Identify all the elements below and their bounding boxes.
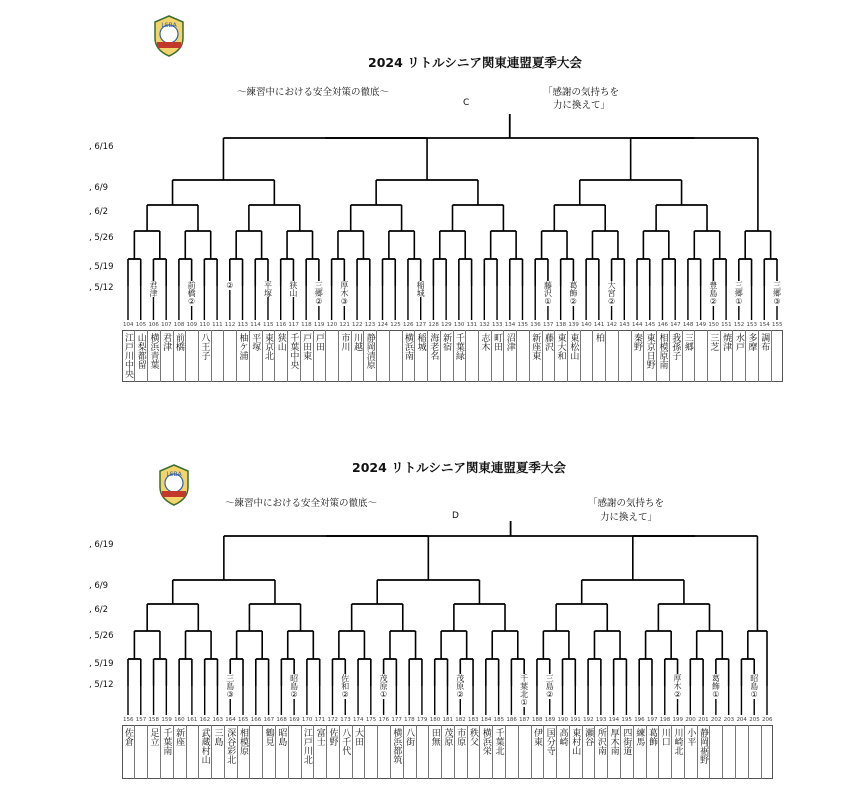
draw-number: 132 — [479, 322, 490, 328]
team-name: 高崎 — [557, 728, 568, 746]
draw-number: 181 — [442, 717, 453, 723]
draw-number: 167 — [263, 717, 275, 723]
team-name: 志木 — [479, 333, 490, 351]
team-name: 横浜栄 — [480, 728, 491, 755]
draw-number: 196 — [634, 717, 645, 723]
team-cell-divider — [748, 725, 749, 779]
draw-number: 122 — [352, 322, 363, 328]
team-name: 横浜都筑 — [391, 728, 402, 764]
team-cell-divider — [722, 725, 723, 779]
draw-number: 160 — [174, 717, 185, 723]
team-name: 平塚 — [250, 333, 261, 351]
draw-number: 148 — [682, 322, 694, 328]
draw-number: 110 — [199, 322, 210, 328]
draw-number: 163 — [212, 717, 223, 723]
draw-number: 159 — [161, 717, 172, 723]
tournament-title-lower: 2024 リトルシニア関東連盟夏季大会 — [352, 460, 566, 475]
team-name: 千葉南 — [161, 728, 172, 755]
team-name: 葛飾 — [646, 728, 657, 746]
team-name: 厚木南 — [608, 728, 619, 755]
draw-number: 117 — [288, 322, 299, 328]
tournament-title: 2024 リトルシニア関東連盟夏季大会 — [368, 55, 582, 70]
draw-number: 116 — [275, 322, 287, 328]
team-name: 沼津 — [504, 333, 515, 351]
draw-number: 206 — [762, 717, 773, 723]
draw-number: 194 — [608, 717, 620, 723]
team-name: 所沢南 — [595, 728, 606, 755]
draw-number: 130 — [453, 322, 465, 328]
match-winner: 狭山 — [288, 281, 298, 297]
match-winner: 佐和② — [340, 674, 350, 699]
draw-number: 135 — [517, 322, 528, 328]
draw-number: 162 — [199, 717, 211, 723]
match-winner: 平塚 — [263, 281, 273, 297]
draw-number: 149 — [695, 322, 707, 328]
match-winner: 昭島① — [749, 674, 759, 699]
team-name: 東松山 — [568, 333, 579, 360]
team-name: 小平 — [685, 728, 696, 746]
draw-number: 192 — [583, 717, 594, 723]
team-name: 新座東 — [530, 333, 541, 360]
gratitude-slogan-lower-line2: 力に換えて」 — [600, 512, 658, 523]
team-cell-divider — [761, 725, 762, 779]
team-name: 川越 — [352, 333, 363, 351]
team-cell-divider — [249, 725, 250, 779]
team-name: 東京日野 — [644, 333, 655, 369]
draw-number: 105 — [135, 322, 147, 328]
team-name: 横浜青葉 — [148, 333, 159, 369]
draw-number: 155 — [772, 322, 783, 328]
round-date: , 5/26 — [89, 631, 114, 641]
draw-number: 141 — [593, 322, 605, 328]
match-winner: 藤沢① — [543, 281, 553, 306]
round-date: , 6/9 — [89, 581, 109, 591]
safety-slogan: ～練習中における安全対策の徹底～ — [237, 87, 390, 98]
draw-number: 115 — [262, 322, 274, 328]
match-winner: 千葉北① — [519, 674, 529, 707]
draw-number: 156 — [123, 717, 134, 723]
match-winner: 三郷③ — [772, 281, 782, 306]
draw-number: 200 — [685, 717, 696, 723]
team-name: 海老名 — [428, 333, 439, 360]
team-name: 横浜南 — [402, 333, 413, 360]
team-name: 東村山 — [570, 728, 581, 755]
draw-number: 146 — [657, 322, 668, 328]
match-winner: 三郷② — [314, 281, 324, 306]
match-winner: 前橋② — [187, 281, 197, 306]
draw-number: 187 — [519, 717, 530, 723]
gratitude-slogan-lower-line1: 「感謝の気持ちを — [588, 498, 665, 509]
team-name: 千葉中央 — [288, 333, 299, 369]
draw-number: 190 — [557, 717, 569, 723]
team-name: 調布 — [759, 333, 770, 351]
team-cell-divider — [505, 725, 506, 779]
draw-number: 134 — [504, 322, 516, 328]
match-winner: 昭島② — [289, 674, 299, 699]
team-name: 千葉緑 — [453, 333, 464, 360]
match-winner: 厚木③ — [339, 281, 349, 306]
draw-number: 157 — [135, 717, 147, 723]
team-name: 八王子 — [199, 333, 210, 360]
match-winner: 三島③ — [225, 674, 235, 699]
team-name: 新座 — [174, 728, 185, 746]
draw-number: 197 — [646, 717, 658, 723]
draw-number: 136 — [530, 322, 541, 328]
draw-number: 144 — [632, 322, 643, 328]
team-name: 焼津 — [721, 333, 732, 351]
team-name: 狭山 — [275, 333, 286, 351]
team-name: 茂原 — [442, 728, 453, 746]
team-name: 相模原南 — [657, 333, 668, 369]
draw-number: 178 — [404, 717, 415, 723]
draw-number: 137 — [542, 322, 554, 328]
draw-number: 183 — [468, 717, 479, 723]
team-name: 江戸川北 — [301, 728, 312, 764]
draw-number: 131 — [466, 322, 478, 328]
draw-number: 108 — [173, 322, 185, 328]
draw-number: 182 — [455, 717, 466, 723]
team-name: 鶴見 — [263, 728, 274, 746]
draw-number: 174 — [353, 717, 364, 723]
team-name: 三郷 — [682, 333, 693, 351]
draw-number: 191 — [570, 717, 581, 723]
team-name: 三芝 — [708, 333, 719, 351]
team-name: 水戸 — [733, 333, 744, 351]
team-cell-divider — [709, 725, 710, 779]
draw-number: 123 — [364, 322, 376, 328]
draw-number: 165 — [238, 717, 249, 723]
svg-text:LSBA: LSBA — [161, 22, 177, 29]
draw-number: 106 — [148, 322, 159, 328]
block-label: C — [463, 98, 470, 108]
team-name: 昭島 — [276, 728, 287, 746]
round-date: , 6/2 — [89, 207, 109, 217]
draw-number: 166 — [250, 717, 262, 723]
draw-number: 151 — [721, 322, 732, 328]
draw-number: 204 — [736, 717, 747, 723]
team-name: 秩父 — [468, 728, 479, 746]
team-name: 瀬谷 — [583, 728, 594, 746]
match-winner: 大宮② — [607, 281, 617, 306]
draw-number: 133 — [492, 322, 503, 328]
team-name: 四街道 — [621, 728, 632, 755]
team-name: 戸田 — [313, 333, 324, 351]
draw-number: 185 — [493, 717, 505, 723]
team-cell-divider — [735, 725, 736, 779]
draw-number: 119 — [313, 322, 325, 328]
round-date: , 5/12 — [89, 283, 114, 293]
team-name: 足立 — [148, 728, 159, 746]
team-name: 稲城 — [415, 333, 426, 351]
team-name: 川口 — [659, 728, 670, 746]
draw-number: 120 — [326, 322, 338, 328]
draw-number: 150 — [708, 322, 719, 328]
team-name: 君津 — [161, 333, 172, 351]
team-name: 国分寺 — [544, 728, 555, 755]
team-name: 川崎北 — [672, 728, 683, 755]
round-date: , 6/19 — [89, 540, 114, 550]
team-name: 江戸川中央 — [123, 333, 133, 378]
team-name: 前橋 — [173, 333, 184, 351]
match-winner: 茂原① — [379, 674, 389, 699]
draw-number: 176 — [378, 717, 390, 723]
draw-number: 154 — [759, 322, 770, 328]
team-cell-divider — [377, 725, 378, 779]
team-cell-divider — [518, 725, 519, 779]
draw-number: 104 — [123, 322, 134, 328]
draw-number: 205 — [749, 717, 760, 723]
round-date: , 6/9 — [89, 183, 109, 193]
team-name: 佐倉 — [123, 728, 133, 746]
round-date: , 5/19 — [89, 659, 114, 669]
draw-number: 125 — [390, 322, 401, 328]
team-name: 市川 — [339, 333, 350, 351]
draw-number: 111 — [212, 322, 223, 328]
team-name: 伊東 — [531, 728, 542, 746]
team-name: 我孫子 — [670, 333, 681, 360]
match-winner: 葛飾② — [568, 281, 578, 306]
draw-number: 203 — [723, 717, 735, 723]
match-winner: 稲城 — [416, 281, 426, 297]
draw-number: 128 — [428, 322, 439, 328]
match-winner: 豊島② — [708, 281, 718, 306]
team-name: 千葉北 — [493, 728, 504, 755]
draw-number: 179 — [416, 717, 428, 723]
team-name: 大田 — [353, 728, 364, 746]
team-name: 市原 — [455, 728, 466, 746]
team-name: 佐野 — [327, 728, 338, 746]
team-name: 東大和 — [555, 333, 566, 360]
match-winner: 茂原② — [455, 674, 465, 699]
round-date: , 5/12 — [89, 680, 114, 690]
draw-number: 170 — [301, 717, 313, 723]
team-name: 富士 — [314, 728, 325, 746]
match-winner: ② — [225, 281, 235, 290]
svg-text:LSBA: LSBA — [166, 471, 182, 478]
round-date: , 6/2 — [89, 605, 109, 615]
team-cell-divider — [134, 725, 135, 779]
draw-number: 169 — [289, 717, 300, 723]
draw-number: 113 — [237, 322, 249, 328]
draw-number: 164 — [225, 717, 236, 723]
gratitude-slogan-line1: 「感謝の気持ちを — [543, 87, 620, 98]
match-winner: 葛飾① — [711, 674, 721, 699]
draw-number: 145 — [644, 322, 656, 328]
round-date: , 6/16 — [89, 142, 114, 152]
draw-number: 195 — [621, 717, 632, 723]
team-name: 相模原 — [238, 728, 249, 755]
draw-number: 112 — [224, 322, 236, 328]
draw-number: 175 — [365, 717, 377, 723]
team-name: 戸田東 — [301, 333, 312, 360]
draw-number: 114 — [250, 322, 261, 328]
team-name: 秦野 — [632, 333, 643, 351]
team-name: 武蔵村山 — [199, 728, 210, 764]
draw-number: 124 — [377, 322, 388, 328]
round-date: , 5/26 — [89, 233, 114, 243]
team-name: 多摩 — [746, 333, 757, 351]
draw-number: 180 — [429, 717, 441, 723]
draw-number: 118 — [301, 322, 312, 328]
round-date: , 5/19 — [89, 262, 114, 272]
draw-number: 189 — [544, 717, 556, 723]
team-name: 八千代 — [340, 728, 351, 755]
draw-number: 199 — [672, 717, 684, 723]
gratitude-slogan-line2: 力に換えて」 — [553, 100, 611, 111]
block-label-lower: D — [452, 511, 459, 521]
team-name: 三島 — [212, 728, 223, 746]
team-name: 藤沢 — [542, 333, 553, 351]
team-name: 東京北 — [262, 333, 273, 360]
draw-number: 126 — [402, 322, 414, 328]
draw-number: 121 — [339, 322, 350, 328]
draw-number: 109 — [186, 322, 198, 328]
team-cell-divider — [288, 725, 289, 779]
draw-number: 138 — [555, 322, 567, 328]
draw-number: 158 — [148, 717, 160, 723]
match-winner: 三島② — [545, 674, 555, 699]
draw-number: 139 — [568, 322, 579, 328]
team-name: 練馬 — [634, 728, 645, 746]
draw-number: 172 — [327, 717, 338, 723]
team-name: 八街 — [404, 728, 415, 746]
draw-number: 127 — [415, 322, 427, 328]
draw-number: 147 — [670, 322, 681, 328]
draw-number: 152 — [733, 322, 745, 328]
draw-number: 171 — [314, 717, 326, 723]
draw-number: 186 — [506, 717, 517, 723]
match-winner: 君津 — [148, 281, 158, 297]
team-name: 静岡裾野 — [698, 728, 709, 764]
draw-number: 177 — [391, 717, 402, 723]
draw-number: 107 — [161, 322, 172, 328]
team-name: 新宿 — [441, 333, 452, 351]
team-name: 町田 — [492, 333, 503, 351]
team-cell-divider — [364, 725, 365, 779]
draw-number: 140 — [581, 322, 592, 328]
draw-number: 143 — [619, 322, 630, 328]
draw-number: 142 — [606, 322, 618, 328]
safety-slogan-lower: ～練習中における安全対策の徹底～ — [225, 498, 378, 509]
draw-number: 153 — [746, 322, 758, 328]
draw-number: 188 — [531, 717, 543, 723]
team-name: 深谷彩北 — [225, 728, 236, 764]
team-cell-divider — [186, 725, 187, 779]
draw-number: 184 — [480, 717, 492, 723]
draw-number: 161 — [186, 717, 198, 723]
team-name: 柏 — [593, 333, 604, 342]
team-name: 静岡清原 — [364, 333, 375, 369]
draw-number: 168 — [276, 717, 287, 723]
team-name: 柚ケ浦 — [237, 333, 248, 360]
match-winner: 厚木② — [673, 674, 683, 699]
team-name: 山梨都留 — [135, 333, 146, 369]
draw-number: 202 — [710, 717, 722, 723]
draw-number: 193 — [595, 717, 607, 723]
match-winner: 三郷① — [734, 281, 744, 306]
draw-number: 173 — [340, 717, 351, 723]
team-name: 田無 — [429, 728, 440, 746]
draw-number: 129 — [441, 322, 452, 328]
team-cell-divider — [416, 725, 417, 779]
draw-number: 198 — [659, 717, 671, 723]
draw-number: 201 — [698, 717, 709, 723]
